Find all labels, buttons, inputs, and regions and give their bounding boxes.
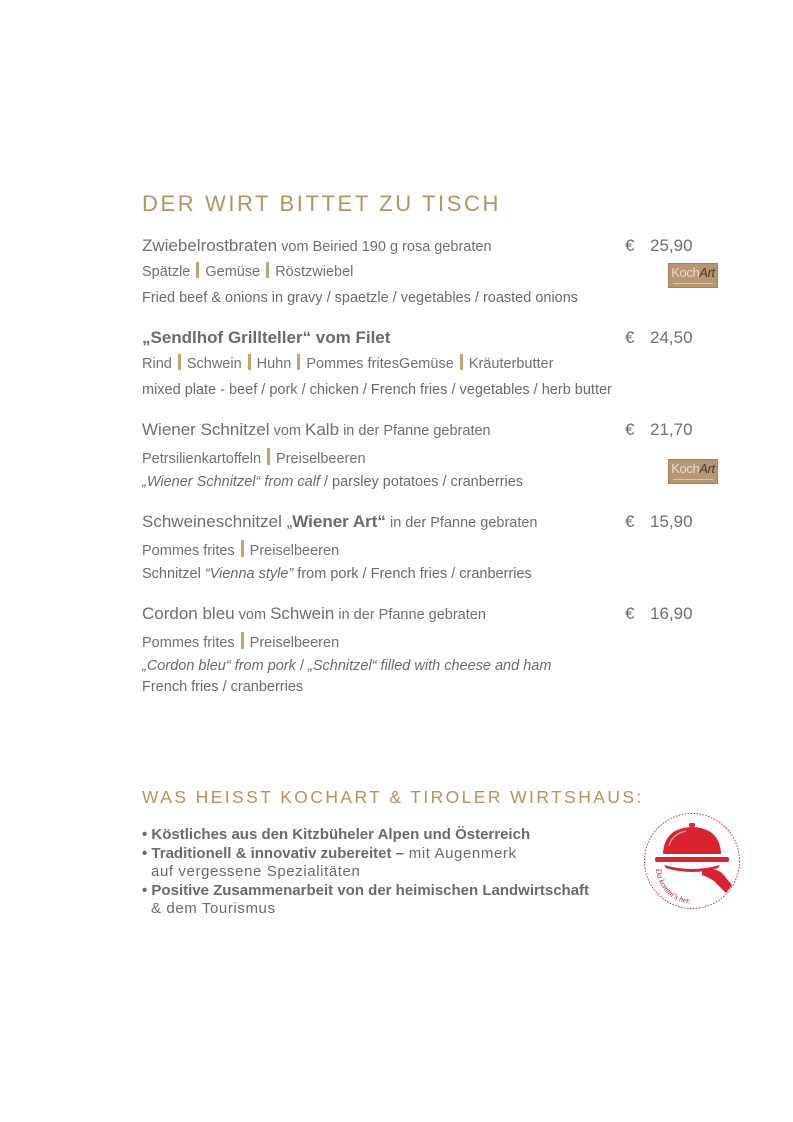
item-title: [142, 236, 492, 256]
side-dish: Schwein: [186, 356, 242, 372]
item-price: [625, 236, 693, 256]
price-value: 16,90: [650, 604, 693, 623]
item-price: [625, 328, 693, 348]
separator-bar: [267, 448, 270, 465]
bullet-continuation: & dem Tourismus: [151, 900, 276, 917]
kochart-badge: [668, 459, 718, 484]
bullet-rest: mit Augenmerk: [403, 844, 517, 862]
price-value: 15,90: [650, 512, 693, 531]
separator-bar: [196, 262, 199, 278]
item-name: Schweineschnitzel „: [142, 512, 293, 531]
side-dish: Spätzle: [142, 264, 191, 280]
english-italic: „Wiener Schnitzel“ from calf: [142, 474, 320, 490]
side-dish: Pommes frites: [142, 635, 235, 651]
side-dish: Preiselbeeren: [276, 451, 366, 467]
bullet-bold: • Traditionell & innovativ zubereitet –: [142, 844, 404, 862]
item-sides: [142, 354, 553, 372]
side-dish: Petrsilienkartoffeln: [142, 451, 262, 467]
logo-text: Da kommt's her.: [653, 867, 692, 906]
item-description: in der Pfanne gebraten: [334, 607, 486, 623]
side-dish: Röstzwiebel: [275, 264, 354, 280]
english-separator: /: [295, 658, 309, 674]
item-meat: Schwein: [270, 604, 335, 623]
badge-art: Art: [699, 461, 715, 476]
item-name: Cordon bleu: [142, 604, 235, 623]
item-english: Fried beef & onions in gravy / spaetzle / vegetables / roasted onions: [142, 290, 579, 306]
side-dish: Pommes fritesGemüse: [306, 356, 454, 372]
item-sides: [142, 632, 339, 651]
english-italic: „Cordon bleu“ from pork: [142, 658, 296, 674]
item-name: Zwiebelrostbraten: [142, 236, 278, 255]
item-english-line2: French fries / cranberries: [142, 679, 304, 695]
separator-bar: [266, 262, 269, 278]
price-value: 24,50: [650, 328, 693, 347]
item-description: vom Beiried 190 g rosa gebraten: [277, 239, 492, 255]
kochart-bullets: [142, 826, 642, 919]
item-english: [142, 474, 523, 490]
bullet-item: [142, 882, 642, 901]
item-name-bold: Wiener Art“: [292, 512, 386, 531]
side-dish: Rind: [142, 356, 172, 372]
badge-koch: Koch: [671, 265, 700, 280]
item-sides: [142, 540, 339, 559]
separator-bar: [460, 354, 463, 370]
item-meat: Kalb: [305, 420, 340, 439]
bullet-bold: • Köstliches aus den Kitzbüheler Alpen und Österreich: [142, 826, 531, 843]
item-title: [142, 328, 390, 348]
item-sides: [142, 448, 366, 467]
english-rest: / parsley potatoes / cranberries: [319, 474, 524, 490]
currency-symbol: €: [625, 604, 635, 623]
item-description: in der Pfanne gebraten: [385, 515, 538, 531]
item-sides: [142, 262, 353, 280]
item-title: [142, 512, 538, 532]
separator-bar: [248, 354, 251, 370]
da-kommts-her-logo: [642, 811, 742, 911]
item-price: [625, 420, 693, 440]
english-prefix: Schnitzel: [142, 566, 205, 582]
item-price: [625, 512, 693, 532]
item-description: in der Pfanne gebraten: [339, 423, 491, 439]
separator-bar: [297, 354, 300, 370]
bullet-bold: • Positive Zusammenarbeit von der heimischen Landwirtschaft: [142, 881, 590, 899]
badge-koch: Koch: [671, 461, 700, 476]
currency-symbol: €: [625, 512, 635, 531]
item-price: [625, 604, 693, 624]
price-value: 25,90: [650, 236, 693, 255]
currency-symbol: €: [625, 420, 635, 439]
currency-symbol: €: [625, 236, 635, 255]
badge-art: Art: [699, 265, 715, 280]
item-name: Wiener Schnitzel: [142, 420, 270, 439]
english-italic: “Vienna style”: [204, 566, 294, 582]
side-dish: Preiselbeeren: [249, 543, 340, 559]
side-dish: Pommes frites: [142, 543, 235, 559]
side-dish: Gemüse: [205, 264, 261, 280]
side-dish: Kräuterbutter: [468, 356, 554, 372]
separator-bar: [241, 632, 244, 649]
bullet-item: [142, 826, 642, 845]
english-italic: „Schnitzel“ filled with cheese and ham: [308, 658, 552, 674]
section-title-main: DER WIRT BITTET ZU TISCH: [142, 191, 502, 216]
bullet-continuation: auf vergessene Spezialitäten: [151, 863, 361, 880]
side-dish: Preiselbeeren: [249, 635, 340, 651]
price-value: 21,70: [650, 420, 693, 439]
item-title: [142, 420, 491, 440]
item-title: [142, 604, 486, 624]
bullet-item: [142, 845, 642, 864]
english-rest: from pork / French fries / cranberries: [293, 566, 532, 582]
item-english: [142, 566, 532, 582]
side-dish: Huhn: [256, 356, 292, 372]
item-name-joiner: vom: [269, 423, 306, 439]
section-title-kochart: WAS HEISST KOCHART & TIROLER WIRTSHAUS:: [142, 787, 644, 807]
separator-bar: [241, 540, 244, 557]
kochart-badge: [668, 263, 718, 288]
currency-symbol: €: [625, 328, 635, 347]
item-english: mixed plate - beef / pork / chicken / French fries / vegetables / herb butter: [142, 382, 612, 398]
item-name-joiner: vom: [234, 607, 271, 623]
item-english: [142, 658, 551, 674]
item-name: „Sendlhof Grillteller“ vom Filet: [142, 328, 391, 347]
separator-bar: [178, 354, 181, 370]
